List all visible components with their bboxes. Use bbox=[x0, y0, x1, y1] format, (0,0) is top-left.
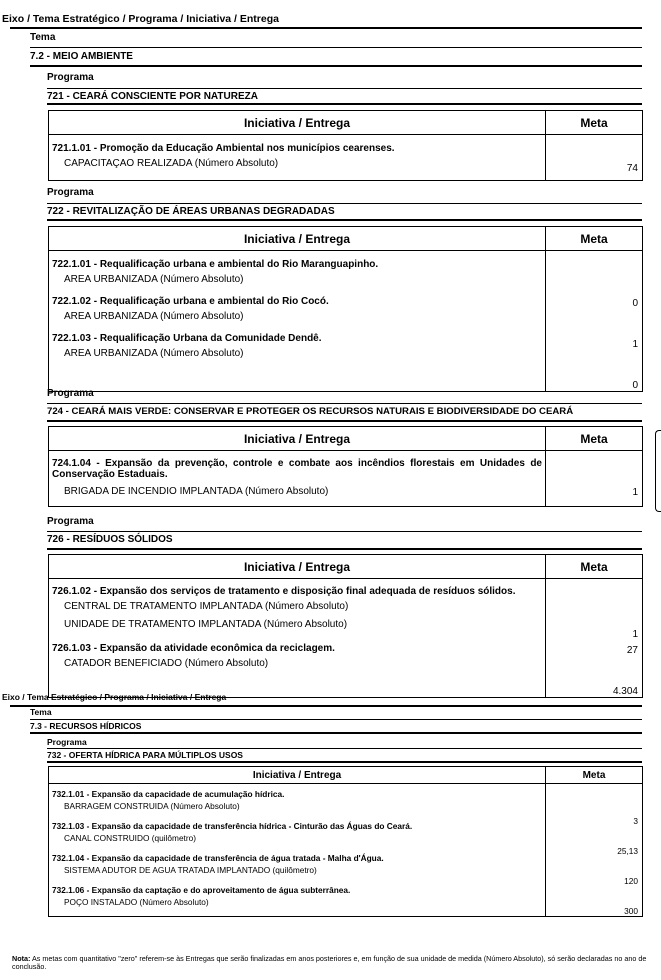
table-row bbox=[49, 135, 546, 181]
col-meta: Meta bbox=[546, 427, 643, 451]
entrega: AREA URBANIZADA (Número Absoluto) bbox=[64, 274, 244, 285]
iniciativa: 726.1.03 - Expansão da atividade econômica da reciclagem. bbox=[52, 643, 335, 654]
tema-underline bbox=[30, 732, 642, 734]
program-underline bbox=[47, 219, 642, 221]
iniciativa: 732.1.01 - Expansão da capacidade de acumulação hídrica. bbox=[52, 789, 285, 799]
program-table bbox=[48, 226, 643, 392]
program-underline bbox=[47, 548, 642, 550]
entrega: CATADOR BENEFICIADO (Número Absoluto) bbox=[64, 658, 269, 669]
iniciativa: 732.1.04 - Expansão da capacidade de transferência de água tratada - Malha d'Água. bbox=[52, 853, 384, 863]
program-table bbox=[48, 110, 643, 181]
table-row bbox=[49, 579, 546, 698]
entrega: AREA URBANIZADA (Número Absoluto) bbox=[64, 348, 244, 359]
col-meta: Meta bbox=[546, 767, 643, 784]
meta-value: 74 bbox=[626, 163, 638, 174]
program-title: 726 - RESÍDUOS SÓLIDOS bbox=[47, 534, 173, 545]
program-title: 721 - CEARÁ CONSCIENTE POR NATUREZA bbox=[47, 91, 258, 102]
footnote bbox=[12, 955, 652, 971]
col-iniciativa: Iniciativa / Entrega bbox=[49, 427, 546, 451]
tema-title: 7.2 - MEIO AMBIENTE bbox=[30, 51, 133, 62]
meta-value: 1 bbox=[632, 339, 638, 350]
program-underline bbox=[47, 761, 642, 763]
programa-label: Programa bbox=[47, 388, 94, 399]
col-meta: Meta bbox=[546, 555, 643, 579]
meta-cell bbox=[546, 784, 643, 917]
program-rule bbox=[47, 403, 642, 404]
meta-cell bbox=[546, 135, 643, 181]
col-meta: Meta bbox=[546, 227, 643, 251]
meta-value: 0 bbox=[632, 380, 638, 391]
col-iniciativa: Iniciativa / Entrega bbox=[49, 111, 546, 135]
meta-value: 1 bbox=[632, 487, 638, 498]
program-table bbox=[48, 766, 643, 917]
program-title: 724 - CEARÁ MAIS VERDE: CONSERVAR E PROTEGER OS RECURSOS NATURAIS E BIODIVERSIDADE DO CEARÁ bbox=[47, 406, 574, 417]
meta-value: 300 bbox=[624, 906, 638, 916]
entrega: BRIGADA DE INCENDIO IMPLANTADA (Número Absoluto) bbox=[64, 486, 329, 497]
entrega: CENTRAL DE TRATAMENTO IMPLANTADA (Número Absoluto) bbox=[64, 601, 349, 612]
program-rule bbox=[47, 531, 642, 532]
col-iniciativa: Iniciativa / Entrega bbox=[49, 555, 546, 579]
meta-cell bbox=[546, 579, 643, 698]
page-edge-mark bbox=[655, 430, 661, 512]
col-iniciativa: Iniciativa / Entrega bbox=[49, 227, 546, 251]
iniciativa: 726.1.02 - Expansão dos serviços de tratamento e disposição final adequada de resíduos sólidos. bbox=[52, 586, 516, 597]
meta-cell bbox=[546, 251, 643, 392]
entrega: UNIDADE DE TRATAMENTO IMPLANTADA (Número Absoluto) bbox=[64, 619, 348, 630]
header-rule bbox=[10, 705, 642, 707]
iniciativa: 722.1.01 - Requalificação urbana e ambiental do Rio Maranguapinho. bbox=[52, 259, 379, 270]
tema-label: Tema bbox=[30, 707, 52, 717]
iniciativa: 722.1.03 - Requalificação Urbana da Comunidade Dendê. bbox=[52, 333, 322, 344]
meta-value: 4.304 bbox=[612, 686, 638, 697]
iniciativa: 724.1.04 - Expansão da prevenção, controle e combate aos incêndios florestais em Unidades de Conservação Estaduais. bbox=[52, 458, 542, 480]
footnote-label: Nota: bbox=[12, 954, 31, 963]
programa-label: Programa bbox=[47, 516, 94, 527]
page2-header: Eixo / Tema Estratégico / Programa / Iniciativa / Entrega bbox=[2, 692, 227, 702]
iniciativa: 721.1.01 - Promoção da Educação Ambiental nos municípios cearenses. bbox=[52, 143, 395, 154]
program-underline bbox=[47, 103, 642, 105]
tema-rule bbox=[30, 719, 642, 720]
meta-value: 120 bbox=[624, 876, 638, 886]
entrega: CANAL CONSTRUIDO (quilômetro) bbox=[64, 833, 197, 843]
page1-header: Eixo / Tema Estratégico / Programa / Iniciativa / Entrega bbox=[2, 13, 279, 25]
iniciativa: 732.1.06 - Expansão da captação e do aproveitamento de água subterrânea. bbox=[52, 885, 351, 895]
header-rule bbox=[10, 27, 642, 29]
programa-label: Programa bbox=[47, 72, 94, 83]
col-meta: Meta bbox=[546, 111, 643, 135]
programa-label: Programa bbox=[47, 187, 94, 198]
meta-value: 1 bbox=[632, 629, 638, 640]
iniciativa: 722.1.02 - Requalificação urbana e ambiental do Rio Cocó. bbox=[52, 296, 329, 307]
entrega: SISTEMA ADUTOR DE AGUA TRATADA IMPLANTADO (quilômetro) bbox=[64, 865, 317, 875]
col-iniciativa: Iniciativa / Entrega bbox=[49, 767, 546, 784]
iniciativa: 732.1.03 - Expansão da capacidade de transferência hídrica - Cinturão das Águas do Ceará. bbox=[52, 821, 413, 831]
programa-label: Programa bbox=[47, 737, 87, 747]
program-rule bbox=[47, 203, 642, 204]
entrega: BARRAGEM CONSTRUIDA (Número Absoluto) bbox=[64, 801, 240, 811]
program-table bbox=[48, 554, 643, 698]
meta-value: 27 bbox=[626, 645, 638, 656]
tema-label: Tema bbox=[30, 32, 56, 43]
entrega: CAPACITAÇAO REALIZADA (Número Absoluto) bbox=[64, 158, 279, 169]
table-row bbox=[49, 784, 546, 917]
table-row bbox=[49, 251, 546, 392]
program-table bbox=[48, 426, 643, 507]
meta-value: 3 bbox=[633, 816, 638, 826]
program-title: 732 - OFERTA HÍDRICA PARA MÚLTIPLOS USOS bbox=[47, 750, 243, 760]
meta-value: 25,13 bbox=[617, 846, 638, 856]
tema-rule bbox=[30, 47, 642, 48]
tema-title: 7.3 - RECURSOS HÍDRICOS bbox=[30, 721, 142, 731]
meta-value: 0 bbox=[632, 298, 638, 309]
footnote-text: As metas com quantitativo "zero" referem-se às Entregas que serão finalizadas em anos posteriores e, em função de sua unidade de medida (Número Absoluto), só serão declaradas no ano de conclusão. bbox=[12, 954, 647, 971]
meta-cell bbox=[546, 451, 643, 507]
tema-underline bbox=[30, 65, 642, 67]
program-rule bbox=[47, 748, 642, 749]
program-title: 722 - REVITALIZAÇÃO DE ÁREAS URBANAS DEGRADADAS bbox=[47, 206, 335, 217]
table-row bbox=[49, 451, 546, 507]
entrega: AREA URBANIZADA (Número Absoluto) bbox=[64, 311, 244, 322]
program-underline bbox=[47, 420, 642, 422]
program-rule bbox=[47, 88, 642, 89]
entrega: POÇO INSTALADO (Número Absoluto) bbox=[64, 897, 209, 907]
